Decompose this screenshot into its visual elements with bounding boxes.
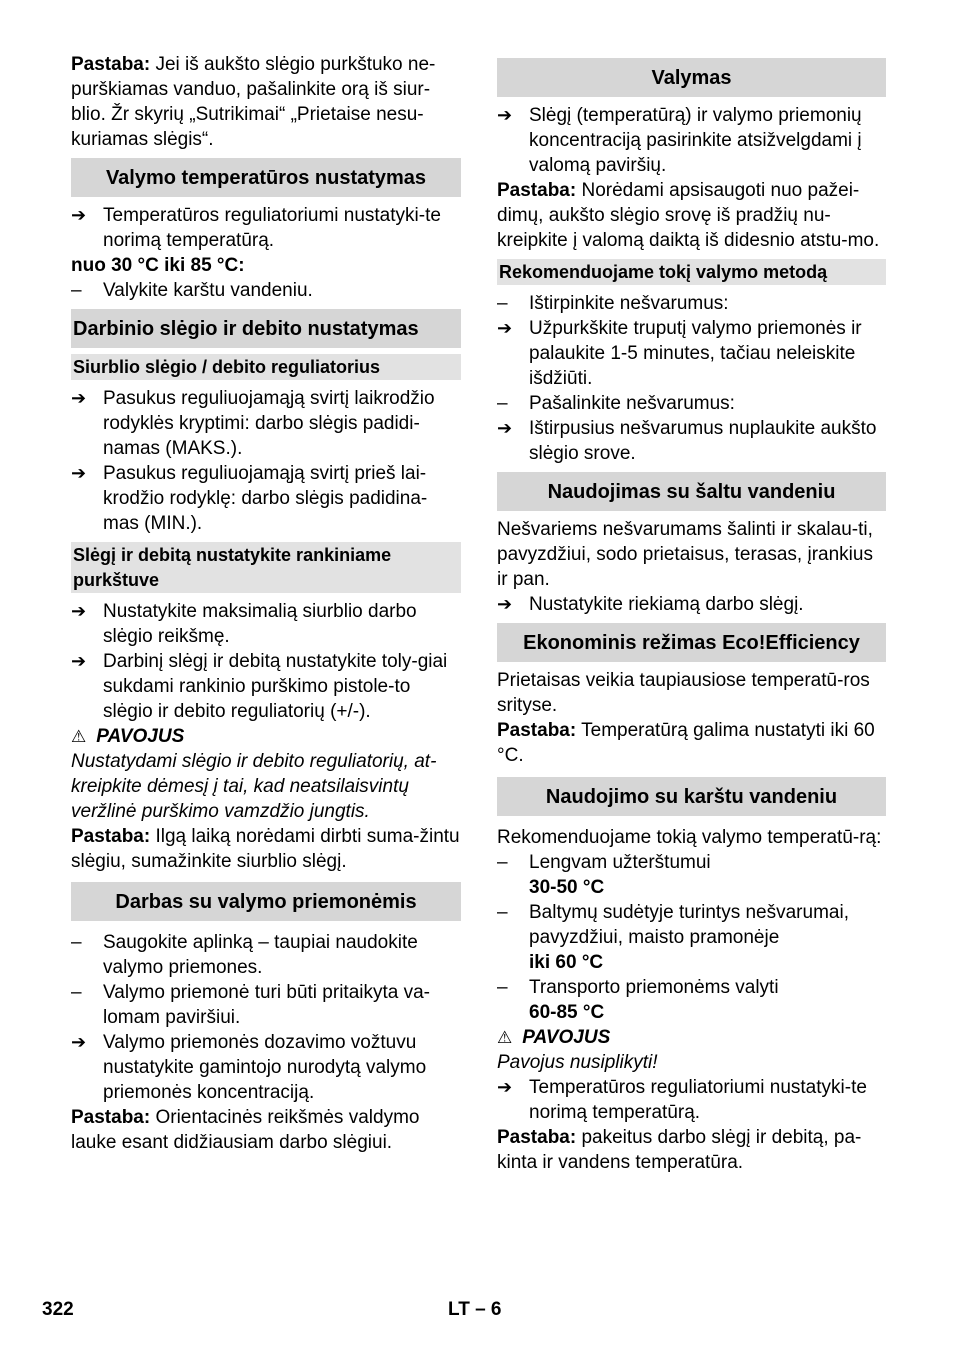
section-heading-temperature: Valymo temperatūros nustatymas (71, 158, 461, 197)
item-label: Lengvam užterštumui (529, 852, 711, 873)
note-label: Pastaba: (497, 1127, 577, 1148)
section-heading-pressure: Darbinio slėgio ir debito nustatymas (71, 309, 461, 348)
danger-text: Pavojus nusiplikyti! (497, 1052, 658, 1073)
item-label: Baltymų sudėtyje turintys nešvarumai, pavyzdžiui, maisto pramonėje (529, 902, 849, 948)
arrow-icon: ➔ (71, 205, 87, 225)
list-item (71, 599, 461, 649)
page-number: 322 (42, 1299, 74, 1320)
note-text: Orientacinės reikšmės valdymo lauke esant didžiausiam darbo slėgiui. (71, 1107, 420, 1153)
danger-title (497, 1025, 886, 1050)
note-label: Pastaba: (497, 180, 577, 201)
list-item-text: Pasukus reguliuojamąją svirtį laikrodžio rodyklės kryptimi: darbo slėgis padidi-namas (MAKS.). (103, 388, 435, 459)
danger-text: Nustatydami slėgio ir debito reguliatorių, at-kreipkite dėmesį į tai, kad neatsilaisvintų veržlinė purškimo vamzdžio jungtis. (71, 751, 437, 822)
list-item (497, 416, 886, 466)
section-heading-cleaning: Valymas (497, 58, 886, 97)
list-item-text: Valymo priemonės dozavimo vožtuvu nustatykite gamintojo nurodytą valymo priemonės koncentraciją. (103, 1032, 427, 1103)
temperature-value: iki 60 °C (529, 952, 604, 973)
dash-marker: – (497, 852, 508, 873)
list-item (497, 1075, 886, 1125)
intro-note (71, 52, 461, 152)
note-text: Jei iš aukšto slėgio purkštuko ne-purškiamas vanduo, pašalinkite orą iš siur-blio. Žr skyrių „Sutrikimai“ „Prietaise nesu-kuriamas slėgis“. (71, 54, 436, 150)
list-item-text: Nustatykite maksimalią siurblio darbo slėgio reikšmę. (103, 601, 417, 647)
list-item-text: Temperatūros reguliatoriumi nustatyki-te norimą temperatūrą. (529, 1077, 867, 1123)
list-item (71, 278, 461, 303)
list-item (71, 980, 461, 1030)
section-heading-hot-water: Naudojimo su karštu vandeniu (497, 777, 886, 816)
cold-water-text: Nešvariems nešvarumams šalinti ir skalau-ti, pavyzdžiui, sodo prietaisus, terasas, įrankius ir pan. (497, 519, 873, 590)
list-item (497, 316, 886, 391)
list-item-text (529, 900, 886, 975)
list-item-text (529, 850, 886, 900)
arrow-icon: ➔ (497, 318, 513, 338)
section-heading-detergent: Darbas su valymo priemonėmis (71, 882, 461, 921)
arrow-icon: ➔ (71, 651, 87, 671)
warning-triangle-icon: ⚠ (497, 1028, 513, 1047)
dash-marker: – (497, 293, 508, 314)
note-text: Ilgą laiką norėdami dirbti suma-žintu slėgiu, sumažinkite siurblio slėgį. (71, 826, 460, 872)
list-item (497, 850, 886, 900)
danger-title (71, 724, 461, 749)
note-label: Pastaba: (71, 1107, 151, 1128)
dash-marker: – (497, 977, 508, 998)
eco-text: Prietaisas veikia taupiausiose temperatū-ros srityse. (497, 670, 870, 716)
note-label: Pastaba: (71, 54, 151, 75)
list-item-text: Pašalinkite nešvarumus: (529, 393, 735, 414)
list-item (497, 291, 886, 316)
subsection-heading-manual-gun: Slėgį ir debitą nustatykite rankiniame purkštuve (71, 542, 461, 593)
list-item-text: Darbinį slėgį ir debitą nustatykite toly-giai sukdami rankinio purškimo pistole-to slėgio ir debito reguliatorių (+/-). (103, 651, 448, 722)
list-item-text: Užpurkškite truputį valymo priemonės ir palaukite 1-5 minutes, tačiau neleiskite išdžiūti. (529, 318, 862, 389)
arrow-icon: ➔ (71, 1032, 87, 1052)
note-eco (497, 718, 886, 768)
list-item-text: Nustatykite riekiamą darbo slėgį. (529, 594, 804, 615)
subsection-heading-method: Rekomenduojame tokį valymo metodą (497, 259, 886, 285)
danger-label: PAVOJUS (96, 726, 185, 747)
list-item (497, 900, 886, 975)
list-item-text: Valykite karštu vandeniu. (103, 280, 313, 301)
item-label: Transporto priemonėms valyti (529, 977, 779, 998)
note-pressure (71, 824, 461, 874)
temperature-range: nuo 30 °C iki 85 °C: (71, 255, 245, 276)
list-item-text: Pasukus reguliuojamąją svirtį prieš lai-krodžio rodyklę: darbo slėgis padidina-mas (MIN.). (103, 463, 428, 534)
list-item (71, 203, 461, 253)
arrow-icon: ➔ (497, 1077, 513, 1097)
arrow-icon: ➔ (497, 594, 513, 614)
note-label: Pastaba: (71, 826, 151, 847)
right-column (497, 52, 886, 1175)
list-item (497, 103, 886, 178)
dash-marker: – (71, 982, 82, 1003)
left-column (71, 52, 461, 1155)
dash-marker: – (497, 393, 508, 414)
list-item (497, 975, 886, 1025)
note-text: Norėdami apsisaugoti nuo pažei-dimų, aukšto slėgio srovę iš pradžių nu-kreipkite į valomą daiktą iš didesnio atstu-mo. (497, 180, 880, 251)
dash-marker: – (71, 280, 82, 301)
warning-triangle-icon: ⚠ (71, 727, 87, 746)
arrow-icon: ➔ (71, 463, 87, 483)
list-item-text (529, 975, 886, 1025)
list-item (497, 592, 886, 617)
language-page-label: LT – 6 (448, 1299, 502, 1320)
note-text: pakeitus darbo slėgį ir debitą, pa-kinta ir vandens temperatūra. (497, 1127, 862, 1173)
dash-marker: – (71, 932, 82, 953)
danger-label: PAVOJUS (522, 1027, 611, 1048)
list-item-text: Valymo priemonė turi būti pritaikyta va-lomam paviršiui. (103, 982, 430, 1028)
note-hot-water (497, 1125, 886, 1175)
section-heading-eco: Ekonominis režimas Eco!Efficiency (497, 623, 886, 662)
list-item (497, 391, 886, 416)
note-cleaning (497, 178, 886, 253)
list-item-text: Temperatūros reguliatoriumi nustatyki-te norimą temperatūrą. (103, 205, 441, 251)
section-heading-cold-water: Naudojimas su šaltu vandeniu (497, 472, 886, 511)
note-text: Temperatūrą galima nustatyti iki 60 °C. (497, 720, 875, 766)
list-item-text: Slėgį (temperatūrą) ir valymo priemonių koncentraciją pasirinkite atsižvelgdami į valomą paviršių. (529, 105, 862, 176)
list-item (71, 649, 461, 724)
arrow-icon: ➔ (71, 388, 87, 408)
list-item (71, 461, 461, 536)
dash-marker: – (497, 902, 508, 923)
arrow-icon: ➔ (497, 418, 513, 438)
list-item (71, 386, 461, 461)
hot-water-text: Rekomenduojame tokią valymo temperatū-rą: (497, 827, 882, 848)
arrow-icon: ➔ (497, 105, 513, 125)
note-label: Pastaba: (497, 720, 577, 741)
note-detergent (71, 1105, 461, 1155)
list-item-text: Ištirpusius nešvarumus nuplaukite aukšto slėgio srove. (529, 418, 877, 464)
list-item-text: Saugokite aplinką – taupiai naudokite valymo priemones. (103, 932, 418, 978)
list-item-text: Ištirpinkite nešvarumus: (529, 293, 729, 314)
temperature-value: 60-85 °C (529, 1002, 605, 1023)
arrow-icon: ➔ (71, 601, 87, 621)
temperature-value: 30-50 °C (529, 877, 605, 898)
list-item (71, 930, 461, 980)
subsection-heading-pump-regulator: Siurblio slėgio / debito reguliatorius (71, 354, 461, 380)
list-item (71, 1030, 461, 1105)
